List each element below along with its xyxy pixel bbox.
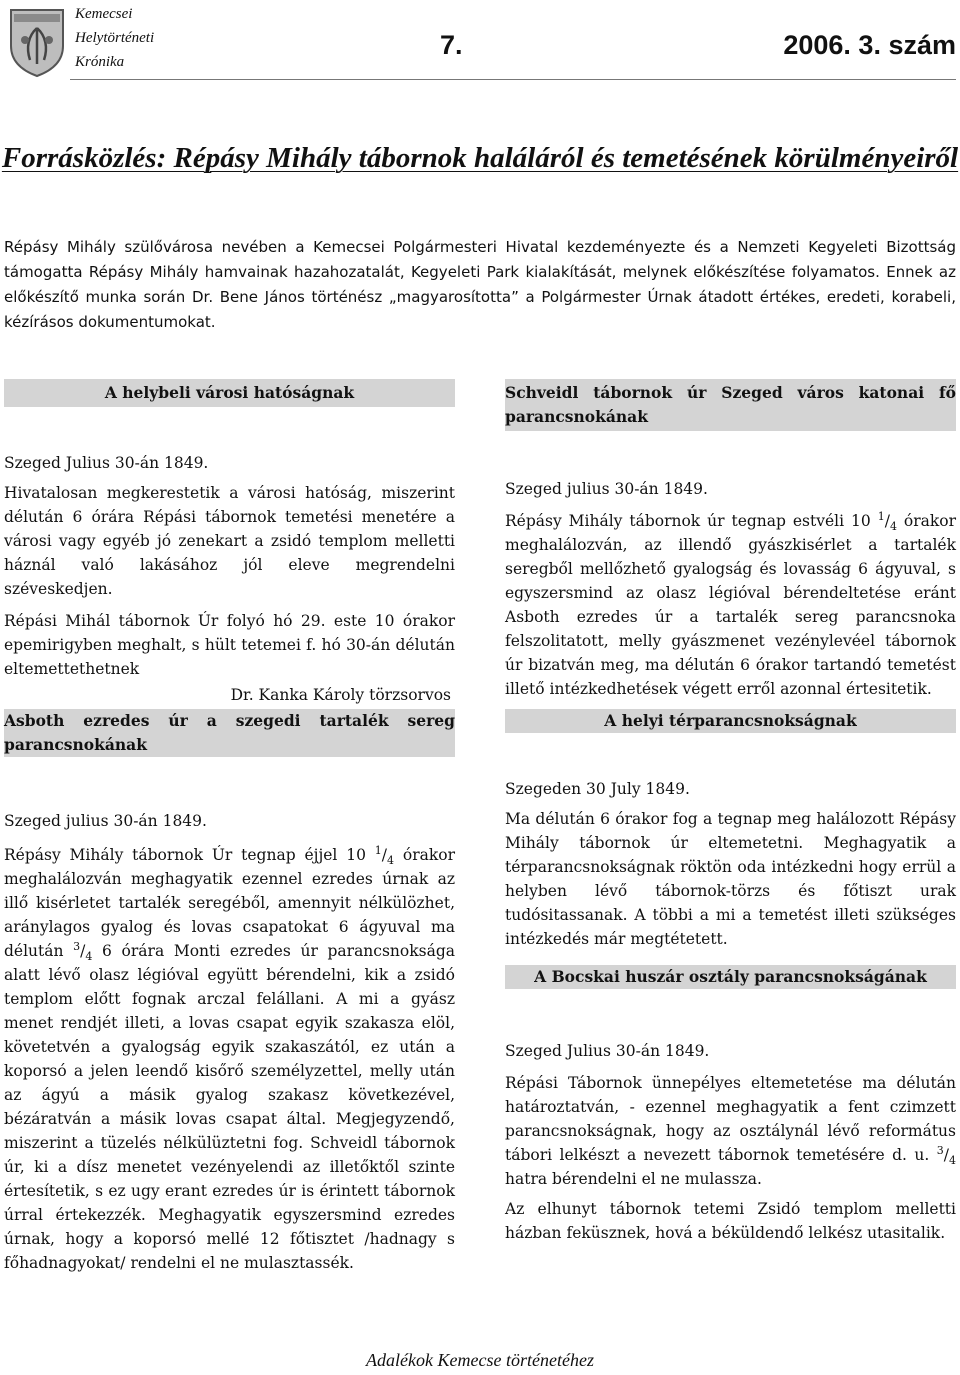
fraction-denominator: 4 xyxy=(85,950,93,964)
doc5-paragraph: Répási Tábornok ünnepélyes eltemetetése ma délután határoztatván, - ezennel meghagyatik a fent czimzett parancsnokságnak, hogy az osztálynál lévő református tábori lelkészt a nevezett tábornok temetésére d. u. $^3/_4$ hatra bérendelni el ne mulassza. xyxy=(505,1074,956,1188)
fraction-denominator: 4 xyxy=(949,1154,956,1168)
town-crest-logo xyxy=(8,6,66,78)
journal-name-line2: Helytörténeti xyxy=(75,30,155,46)
intro-paragraph: Répásy Mihály szülővárosa nevében a Kemecsei Polgármesteri Hivatal kezdeményezte és a Nemzeti Kegyeleti Bizottság támogatta Répásy Mihály hamvainak hazahozatalát, Kegyeleti Park kialakítását, melynek előkészítése folyamatos. Ennek az előkészítő munka során Dr. Bene János történész „magyarosította” a Polgármester Úrnak átadott értékes, eredeti, korabeli, kézírásos dokumentumokat. xyxy=(4,238,956,331)
doc2-paragraph: Répásy Mihály tábornok Úr tegnap éjjel 10 $^1/_4$ órakor meghalálozván meghagyatik ezennel ezredes úrnak az illő kisérletet tartalék seregéből, amennyit nélkülözhet, aránylagos gyalog és lovas csapatokat 6 ágyuval ma délután $^3/_4$ 6 órára Monti ezredes úr parancsnoksága alatt lévő olasz légióval együtt bérendelni, kik a zsidó templom előtt fognak arczal felállani. A mi a gyász menet rendjét illeti, a lovas csapat egyik szakasza elöl, követetvén a gyalogság egyik szakaszától, ez után a koporsó a jelen leendő kisőrő személyzettel, melly után az ágyú a másik gyalog szakasz következével, bézáratván a másik lovas csapat által. Megjegyzendő, miszerint a tüzelés nélkülüztetni fog. Schveidl tábornok úr, ki a dísz menetet vezényelendi az illetőktől szinte értesítetik, s ez ugy erant ezredes úr is érintett tábornok úrral értekezzék. Meghagyatik egyszersmind ezredes úrnak, hogy a koporsó mellé 12 főtisztet /hadnagy s főhadnagyokat/ rendelni el ne mulasztassék. xyxy=(4,843,455,1272)
fraction-numerator: 1 xyxy=(374,843,382,857)
doc2-date: Szeged julius 30-án 1849. xyxy=(4,812,207,830)
journal-name-line3: Krónika xyxy=(75,54,125,70)
doc5-paragraph-2: Az elhunyt tábornok tetemi Zsidó templom melletti házban feküsznek, hová a béküldendő lelkész utasitalik. xyxy=(505,1200,956,1242)
doc5-date: Szeged Julius 30-án 1849. xyxy=(505,1042,710,1060)
doc5-heading: A Bocskai huszár osztály parancsnokságának xyxy=(505,965,956,989)
doc1-date: Szeged Julius 30-án 1849. xyxy=(4,454,209,472)
fraction-numerator: 3 xyxy=(936,1143,944,1157)
fraction-numerator: 1 xyxy=(877,509,885,523)
doc1-paragraph: Hivatalosan megkerestetik a városi hatóság, miszerint délután 6 órára Répási tábornok temetési menetére a városi vagy egyéb jó zenekart a zsidó templom melletti háznál való lakásához jól eleve megrendelni széveskedjen. xyxy=(4,484,455,598)
doc3-date: Szeged julius 30-án 1849. xyxy=(505,480,708,498)
fraction-denominator: 4 xyxy=(889,520,897,534)
doc3-heading: Schveidl tábornok úr Szeged város katonai fő parancsnokának xyxy=(505,379,956,431)
doc3-paragraph: Répásy Mihály tábornok úr tegnap estvéli 10 $^1/_4$ órakor meghalálozván, az illendő gyászkisérlet a tartalék seregből mellőzhető gyalogság és lovasság 6 ágyuval, s egyszersmind az olasz légióval bérendeltetése eránt Asboth ezredes úr a tartalék sereg parancsnoka felszolitatott, melly gyászmenet vezénylevéel tábornok úr bizatván meg, ma délután 6 órakor tartandó temetést illető intézkedhetések végett erről azonnal értesitetik. xyxy=(505,509,957,698)
doc4-date: Szegeden 30 July 1849. xyxy=(505,780,690,798)
page-number: 7. xyxy=(440,30,463,60)
doc1-heading: A helybeli városi hatóságnak xyxy=(4,379,455,407)
page-title: Forrásközlés: Répásy Mihály tábornok haláláról és temetésének körülményeiről xyxy=(1,142,959,174)
doc2-heading: Asboth ezredes úr a szegedi tartalék sereg parancsnokának xyxy=(4,709,455,757)
doc1-signature: Dr. Kanka Károly törzsorvos xyxy=(230,686,451,704)
doc1-paragraph-2: Répási Mihál tábornok Úr folyó hó 29. este 10 órakor epemirigyben meghalt, s hült tetemei f. hó 30-án délután eltemettethetnek xyxy=(4,612,455,678)
page-footer: Adalékok Kemecse történetéhez xyxy=(366,1350,594,1370)
journal-name-line1: Kemecsei xyxy=(75,6,133,22)
fraction-denominator: 4 xyxy=(387,854,395,868)
fraction-numerator: 3 xyxy=(73,939,81,953)
doc4-heading: A helyi térparancsnokságnak xyxy=(505,709,956,733)
doc4-paragraph: Ma délután 6 órakor fog a tegnap meg halálozott Répásy Mihály tábornok úr eltemetetni. Meghagyatik a térparancsnokságnak röktön oda intézkedni hogy errül a helyben lévő tábornok-törzs és főtiszt urak tudósitassanak. A többi a mi a temetést illeti szükséges intézkedés már megtétetett. xyxy=(505,810,956,948)
right-column xyxy=(505,379,956,1245)
header-rule xyxy=(70,79,956,80)
left-column xyxy=(4,379,455,1275)
issue-number: 2006. 3. szám xyxy=(783,30,956,60)
